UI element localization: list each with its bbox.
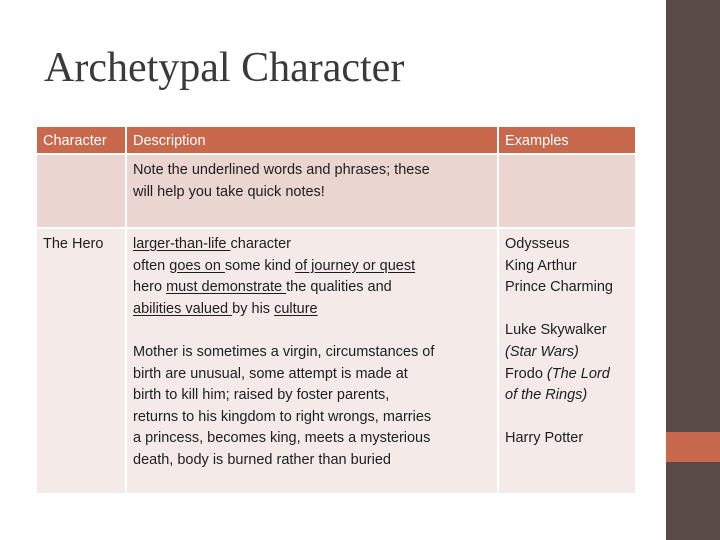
example-harry-potter: Harry Potter <box>505 430 584 447</box>
hero-desc-line-4: abilities valued by his culture <box>133 300 318 317</box>
example-star-wars: (Star Wars) <box>505 343 579 360</box>
note-line-1: Note the underlined words and phrases; these <box>133 162 430 178</box>
hero-desc-line-2: often goes on some kind of journey or quest <box>133 257 416 274</box>
hero-desc2-line-4: returns to his kingdom to right wrongs, marries <box>133 408 432 425</box>
underlined-phrase: culture <box>274 300 318 317</box>
header-character: Character <box>37 127 125 153</box>
note-row-character-cell <box>37 155 125 227</box>
underlined-phrase: must demonstrate <box>166 279 287 296</box>
note-line-2: will help you take quick notes! <box>133 183 325 200</box>
hero-desc-line-3: hero must demonstrate the qualities and <box>133 279 392 296</box>
example-prince-charming: Prince Charming <box>505 279 613 296</box>
hero-desc2-line-2: birth are unusual, some attempt is made at <box>133 365 408 382</box>
example-luke-skywalker: Luke Skywalker <box>505 322 607 339</box>
example-king-arthur: King Arthur <box>505 257 577 274</box>
header-description: Description <box>127 127 497 153</box>
hero-character-label: The Hero <box>43 236 104 252</box>
slide-title: Archetypal Character <box>44 45 405 91</box>
underlined-phrase: larger-than-life <box>133 236 231 252</box>
note-row-examples-cell <box>499 155 635 227</box>
underlined-phrase: goes on <box>169 257 225 274</box>
note-row-description-cell <box>127 155 497 227</box>
hero-character-cell <box>37 229 125 493</box>
underlined-phrase: of journey or quest <box>295 257 416 274</box>
hero-desc2-line-3: birth to kill him; raised by foster parents, <box>133 387 390 404</box>
hero-desc2-line-1: Mother is sometimes a virgin, circumstances of <box>133 343 435 360</box>
example-frodo: Frodo (The Lord <box>505 365 610 382</box>
hero-description-cell <box>127 229 497 493</box>
header-examples-label: Examples <box>505 133 569 149</box>
example-lord-of-the-rings: of the Rings) <box>505 387 588 404</box>
hero-examples-cell <box>499 229 635 493</box>
hero-desc2-line-6: death, body is burned rather than buried <box>133 451 391 468</box>
underlined-phrase: abilities valued <box>133 300 233 317</box>
hero-desc2-line-5: a princess, becomes king, meets a mysterious <box>133 430 431 447</box>
hero-desc-line-1: larger-than-life character <box>133 236 291 252</box>
header-examples <box>499 127 635 153</box>
example-odysseus: Odysseus <box>505 236 570 252</box>
archetype-table <box>37 127 635 493</box>
side-accent-block <box>666 432 720 462</box>
